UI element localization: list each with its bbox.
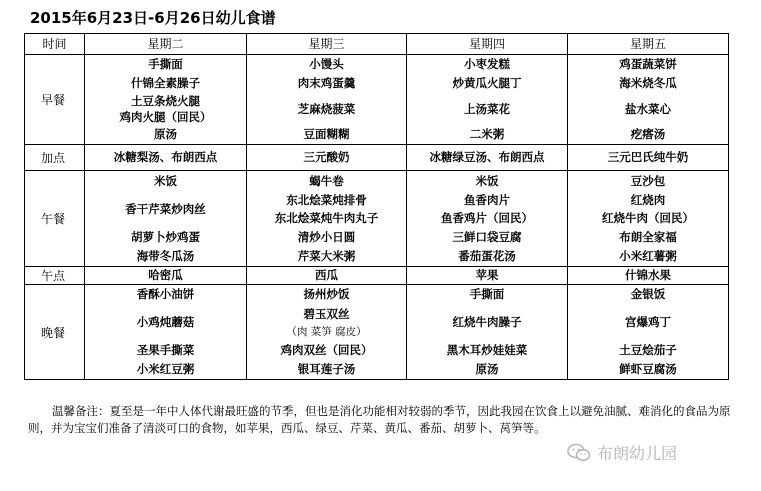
header-day: 星期二 (85, 34, 247, 55)
dish: 圣果手撕菜 (136, 343, 195, 357)
dish: 宫爆鸡丁 (625, 315, 671, 329)
meal-label: 加点 (25, 145, 85, 171)
menu-cell (85, 267, 247, 285)
dish: 盐水菜心 (625, 102, 671, 116)
table-row (25, 285, 729, 380)
dish: 米饭 (154, 174, 177, 188)
dish: 豆面糊糊 (303, 127, 350, 141)
dish: 黑木耳炒娃娃菜 (446, 343, 528, 357)
dish: 银耳莲子汤 (297, 362, 356, 376)
dish: 扬州炒饭 (303, 287, 350, 301)
dish: 鸡蛋蔬菜饼 (619, 57, 677, 71)
dish: 三鲜口袋豆腐 (452, 230, 522, 244)
page-title: 2015年6月23日-6月26日幼儿食谱 (30, 9, 276, 27)
dish: 碧玉双丝 (303, 307, 350, 321)
dish: 原汤 (475, 362, 499, 376)
table-row (25, 55, 729, 145)
watermark-logo (567, 441, 677, 464)
dish: 东北烩菜炖排骨 (286, 193, 367, 207)
dish: 二米粥 (469, 127, 505, 141)
dish: 原汤 (154, 127, 177, 141)
meal-label: 早餐 (25, 55, 85, 145)
dish: 布朗全家福 (619, 230, 677, 244)
menu-cell (247, 145, 407, 171)
menu-cell (85, 145, 247, 171)
header-row (25, 34, 729, 55)
meal-label: 午餐 (25, 171, 85, 267)
dish: 鱼香肉片 (464, 193, 510, 207)
dish: 土豆烩茄子 (619, 343, 677, 357)
dish: 小鸡炖蘑菇 (136, 315, 195, 329)
dish: 番茄蛋花汤 (458, 249, 516, 263)
menu-cell (407, 267, 568, 285)
dish: 鱼香鸡片（回民） (441, 211, 533, 225)
dish-note: （肉 菜笋 腐皮） (286, 326, 367, 338)
menu-cell (247, 285, 407, 380)
dish: 芹菜大米粥 (297, 249, 356, 263)
watermark-text: 布朗幼儿园 (597, 444, 678, 463)
dish: 肉末鸡蛋羹 (297, 76, 356, 90)
dish: 小枣发糕 (464, 57, 510, 71)
menu-cell (247, 55, 407, 145)
dish: 红烧牛肉（回民） (602, 211, 694, 225)
menu-cell (568, 285, 729, 380)
dish: 香干芹菜炒肉丝 (125, 202, 206, 216)
menu-cell (247, 267, 407, 285)
dish: 疙瘩汤 (630, 127, 666, 141)
table-row (25, 171, 729, 267)
dish: 蝎牛卷 (309, 174, 344, 188)
menu-cell (568, 267, 729, 285)
header-day: 星期五 (568, 34, 729, 55)
menu-cell (85, 55, 247, 145)
dish: 西瓜 (315, 268, 338, 282)
dish: 东北烩菜炖牛肉丸子 (274, 211, 379, 225)
dish: 海带冬瓜汤 (136, 249, 195, 263)
dish: 冰糖绿豆汤、布朗西点 (429, 150, 545, 164)
meal-label: 晚餐 (25, 285, 85, 380)
dish: 红烧肉 (630, 193, 666, 207)
table-row (25, 267, 729, 285)
dish: 小馒头 (309, 57, 344, 71)
dish: 胡萝卜炒鸡蛋 (131, 230, 200, 244)
table-row (25, 145, 729, 171)
menu-cell (85, 171, 247, 267)
menu-table (24, 33, 729, 380)
dish: 金银饭 (630, 287, 666, 301)
dish: 手撕面 (148, 57, 183, 71)
dish: 海米烧冬瓜 (619, 76, 677, 90)
dish: 豆沙包 (630, 174, 666, 188)
meal-label: 午点 (25, 267, 85, 285)
dish: 香酥小油饼 (136, 287, 195, 301)
wechat-icon (567, 443, 591, 463)
menu-cell (407, 285, 568, 380)
header-day: 星期四 (407, 34, 568, 55)
dish: 什锦水果 (625, 268, 671, 282)
dish: 土豆条烧火腿 (131, 94, 200, 108)
menu-cell (85, 285, 247, 380)
warm-note: 温馨备注：夏至是一年中人体代谢最旺盛的节季，但也是消化功能相对较弱的季节，因此我园在饮食上以避免油腻、难消化的食品为原则，并为宝宝们准备了清淡可口的食物，如苹果，西瓜、绿豆、芹菜、黄瓜、番茄、胡萝卜、莴笋等。 (28, 404, 731, 435)
dish: 鸡肉双丝（回民） (280, 343, 373, 357)
dish: 芝麻烧菠菜 (297, 102, 356, 116)
dish: 小米红薯粥 (619, 249, 677, 263)
dish: 什锦全素臊子 (131, 76, 200, 90)
dish: 三元巴氏纯牛奶 (607, 150, 689, 164)
dish: 米饭 (475, 174, 499, 188)
menu-cell (568, 145, 729, 171)
dish: 三元酸奶 (303, 150, 350, 164)
dish: 苹果 (475, 268, 499, 282)
dish: 清炒小日圆 (297, 230, 356, 244)
header-day: 星期三 (247, 34, 407, 55)
menu-cell (407, 171, 568, 267)
dish: 红烧牛肉臊子 (452, 315, 522, 329)
menu-cell (568, 55, 729, 145)
menu-cell (247, 171, 407, 267)
dish: 炒黄瓜火腿丁 (452, 76, 522, 90)
dish: 小米红豆粥 (136, 362, 195, 376)
dish: 鸡肉火腿（回民） (119, 110, 212, 124)
dish: 手撕面 (469, 287, 505, 301)
dish: 上汤菜花 (464, 102, 510, 116)
menu-cell (568, 171, 729, 267)
dish: 哈密瓜 (148, 268, 183, 282)
dish: 冰糖梨汤、布朗西点 (113, 150, 218, 164)
dish: 鲜虾豆腐汤 (619, 362, 677, 376)
menu-cell (407, 145, 568, 171)
menu-cell (407, 55, 568, 145)
header-time: 时间 (25, 34, 85, 55)
